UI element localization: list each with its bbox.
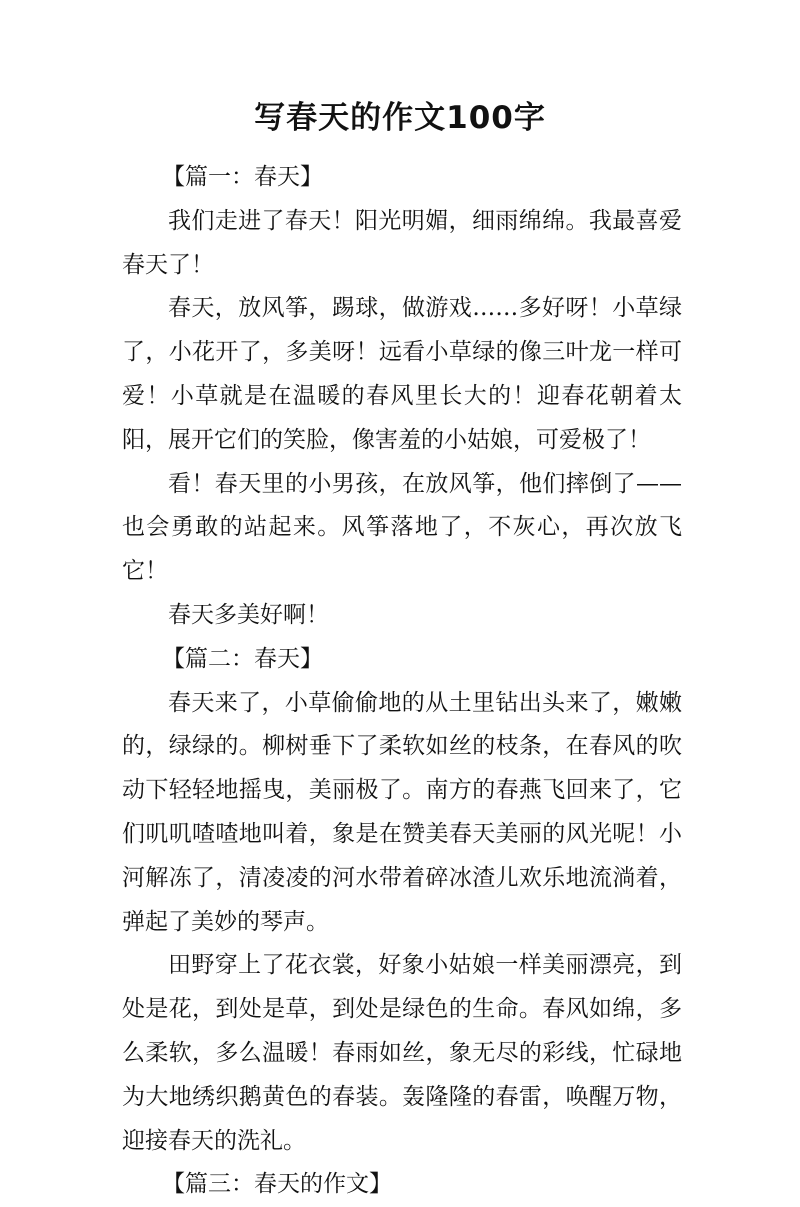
paragraph: 春天，放风筝，踢球，做游戏……多好呀！小草绿了，小花开了，多美呀！远看小草绿的像三叶龙一样可爱！小草就是在温暖的春风里长大的！迎春花朝着太阳，展开它们的笑脸，像害羞的小姑娘，可爱极了！	[122, 295, 682, 453]
paragraph: 看！春天里的小男孩，在放风筝，他们摔倒了——也会勇敢的站起来。风筝落地了，不灰心，再次放飞它！	[122, 470, 682, 585]
section-heading-1: 【篇一：春天】	[162, 164, 323, 190]
paragraph: 田野穿上了花衣裳，好象小姑娘一样美丽漂亮，到处是花，到处是草，到处是绿色的生命。春风如绵，多么柔软，多么温暖！春雨如丝，象无尽的彩线，忙碌地为大地绣织鹅黄色的春装。轰隆隆的春雷，唤醒万物，迎接春天的洗礼。	[122, 952, 682, 1154]
paragraph: 春天来了，小草偷偷地的从土里钻出头来了，嫩嫩的，绿绿的。柳树垂下了柔软如丝的枝条，在春风的吹动下轻轻地摇曳，美丽极了。南方的春燕飞回来了，它们叽叽喳喳地叫着，象是在赞美春天美丽的风光呢！小河解冻了，清凌凌的河水带着碎冰渣儿欢乐地流淌着，弹起了美妙的琴声。	[122, 689, 682, 935]
section-heading-3: 【篇三：春天的作文】	[162, 1171, 392, 1198]
document-title: 写春天的作文100字	[254, 100, 546, 136]
paragraph: 我们走进了春天！阳光明媚，细雨绵绵。我最喜爱春天了！	[122, 207, 682, 278]
document-body	[122, 156, 682, 1207]
section-heading-2: 【篇二：春天】	[162, 645, 323, 672]
paragraph: 春天多美好啊！	[168, 601, 329, 628]
